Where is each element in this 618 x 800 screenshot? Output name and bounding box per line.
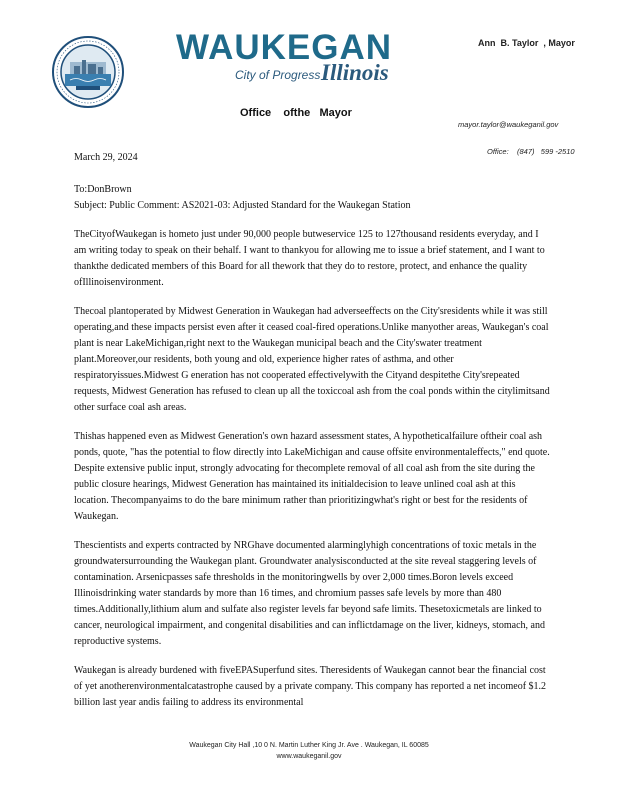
office-title: Office ofthe Mayor [240, 107, 352, 119]
letter-body [74, 150, 552, 724]
paragraph-5: Waukegan is already burdened with fiveEPASuperfund sites. Theresidents of Waukegan cannot bear the financial cost of yet anotherenvironmentalcatastrophe caused by a private company. This company has reported a net incomeof $1.2 billion last year andis failing to address its environmental [74, 665, 547, 708]
contact-phone: Office: (847) 599 -2510 [487, 147, 575, 156]
letter-subject: Subject: Public Comment: AS2021-03: Adjusted Standard for the Waukegan Station [74, 200, 411, 211]
paragraph-1: TheCityofWaukegan is hometo just under 90,000 people butweservice 125 to 127thousand residents everyday, and I am writing today to speak on their behalf. I want to thankyou for allowing me to issue a brief statement, and I want to thankthe dedicated members of this Board for all thework that they do to restore, protect, and enhance the quality ofIllinoisenvironment. [74, 229, 545, 288]
paragraph-3: Thishas happened even as Midwest Generation's own hazard assessment states, A hypotheticalfailure oftheir coal ash ponds, quote, "has the potential to flow directly into LakeMichigan and cause offsite environmentaleffects," end quote. Despite extensive public input, strongly advocating for thecomplete removal of all coal ash from the site during the public closure hearings, Midwest Generation has maintained its initialdecision to leave unlined coal ash at this location. Thecompanyaims to do the bare minimum rather than prioritizingwhat's right or best for the residents of Waukegan. [74, 431, 550, 522]
contact-email[interactable]: mayor.taylor@waukeganil.gov [458, 120, 559, 129]
footer-website[interactable]: www.waukeganil.gov [276, 753, 342, 760]
footer-address: Waukegan City Hall ,10 0 N. Martin Luther King Jr. Ave . Waukegan, IL 60085 [189, 742, 429, 749]
logo-tagline: City of Progress [235, 68, 321, 82]
logo-city-name: WAUKEGAN [176, 28, 393, 67]
mayor-name: Ann B. Taylor , Mayor [478, 38, 575, 48]
page-footer [0, 740, 618, 762]
letter-recipient: To:DonBrown [74, 184, 132, 195]
paragraph-4: Thescientists and experts contracted by NRGhave documented alarminglyhigh concentrations of toxic metals in the groundwatersurrounding the Waukegan plant. Groundwater analysisconducted at the site reveal staggering levels of contamination. Arsenicpasses safe thresholds in the monitoringwells by over 2,000 times.Boron levels exceed Illinoisdrinking water standards by more than 16 times, and chromium passes safe levels by more than 480 times.Additionally,lithium alum and sulfate also register levels far beyond safe limits. Thesetoxicmetals are linked to cancer, neurological impairment, and congenital disabilities and can inflictdamage on the liver, kidneys, stomach, and reproductive systems. [74, 540, 545, 647]
city-logo [176, 28, 393, 92]
city-seal-icon [52, 36, 124, 108]
paragraph-2: Thecoal plantoperated by Midwest Generation in Waukegan had adverseeffects on the City'sresidents while it was still operating,and these impacts persist even after it ceased coal-fired operations.Unlike manyother areas, Waukegan's coal plant is near LakeMichigan,right next to the Waukegan municipal beach and the City'swater treatment plant.Moreover,our residents, both young and old, experience higher rates of asthma, and other respiratoryissues.Midwest G eneration has not cooperated effectivelywith the Cityand despitethe City'srepeated requests, Midwest Generation has refused to clean up all the toxiccoal ash from the coal ponds within the citylimitsand other surface coal ash areas. [74, 306, 550, 413]
logo-state: Illinois [321, 60, 389, 85]
letter-date: March 29, 2024 [74, 152, 138, 163]
